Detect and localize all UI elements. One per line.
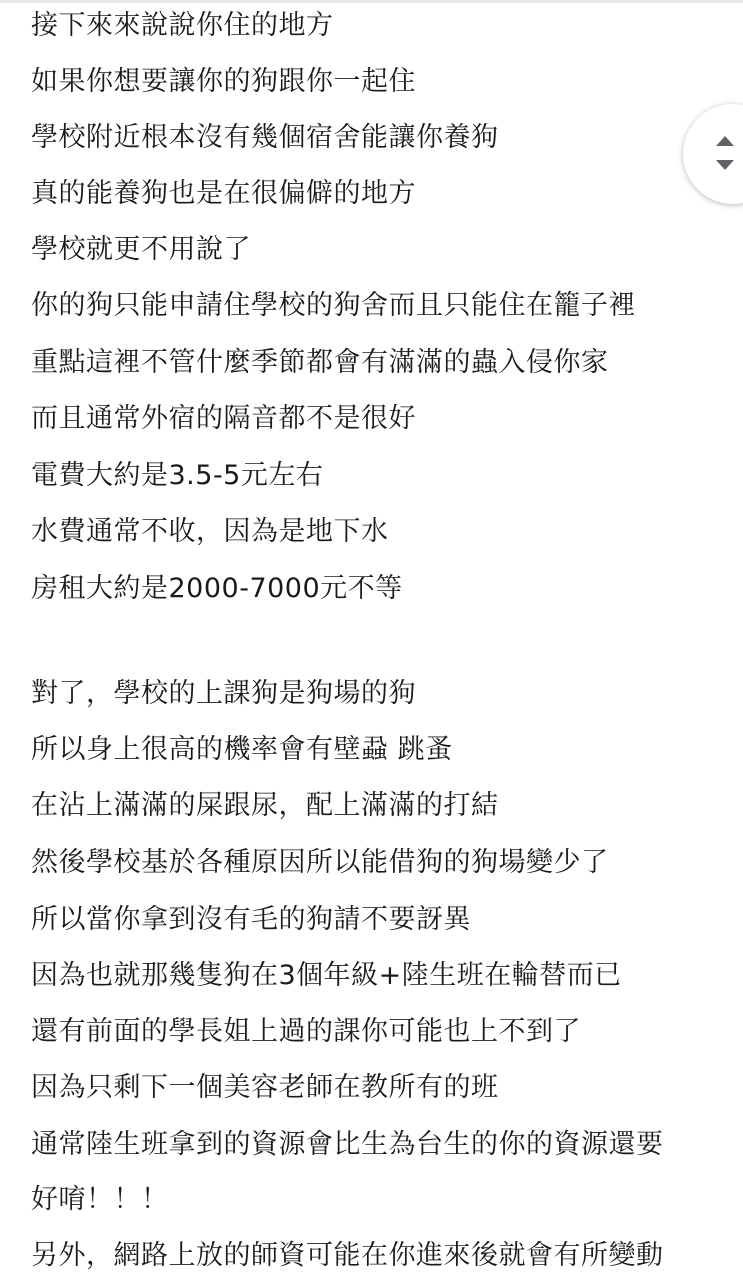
post-line: 所以當你拿到沒有毛的狗請不要訝異 xyxy=(31,904,471,935)
chevron-down-icon[interactable] xyxy=(716,160,734,170)
post-line: 你的狗只能申請住學校的狗舍而且只能住在籠子裡 xyxy=(31,290,636,321)
scroll-control-button[interactable] xyxy=(683,104,743,204)
post-line: 學校就更不用說了 xyxy=(31,234,251,265)
post-line: 好唷！！！ xyxy=(31,1184,169,1215)
post-line: 如果你想要讓你的狗跟你一起住 xyxy=(31,66,416,97)
post-line: 接下來來說說你住的地方 xyxy=(31,10,334,41)
post-line: 而且通常外宿的隔音都不是很好 xyxy=(31,403,416,434)
post-line: 另外，網路上放的師資可能在你進來後就會有所變動 xyxy=(31,1240,664,1271)
post-line: 在沾上滿滿的屎跟尿，配上滿滿的打結 xyxy=(31,790,499,821)
post-line: 通常陸生班拿到的資源會比生為台生的你的資源還要 xyxy=(31,1129,664,1160)
chevron-up-icon[interactable] xyxy=(716,136,734,146)
post-line: 還有前面的學長姐上過的課你可能也上不到了 xyxy=(31,1016,581,1047)
post-line: 電費大約是3.5-5元左右 xyxy=(31,460,324,491)
post-line: 重點這裡不管什麼季節都會有滿滿的蟲入侵你家 xyxy=(31,347,609,378)
post-line: 學校附近根本沒有幾個宿舍能讓你養狗 xyxy=(31,122,499,153)
post-line: 所以身上很高的機率會有壁蝨 跳蚤 xyxy=(31,734,453,765)
post-line: 因為只剩下一個美容老師在教所有的班 xyxy=(31,1072,499,1103)
post-line: 房租大約是2000-7000元不等 xyxy=(31,573,403,604)
post-line: 因為也就那幾隻狗在3個年級+陸生班在輪替而已 xyxy=(31,960,622,991)
post-line: 對了，學校的上課狗是狗場的狗 xyxy=(31,678,416,709)
post-line: 然後學校基於各種原因所以能借狗的狗場變少了 xyxy=(31,847,609,878)
post-line: 真的能養狗也是在很偏僻的地方 xyxy=(31,178,416,209)
post-line: 水費通常不收，因為是地下水 xyxy=(31,516,389,547)
